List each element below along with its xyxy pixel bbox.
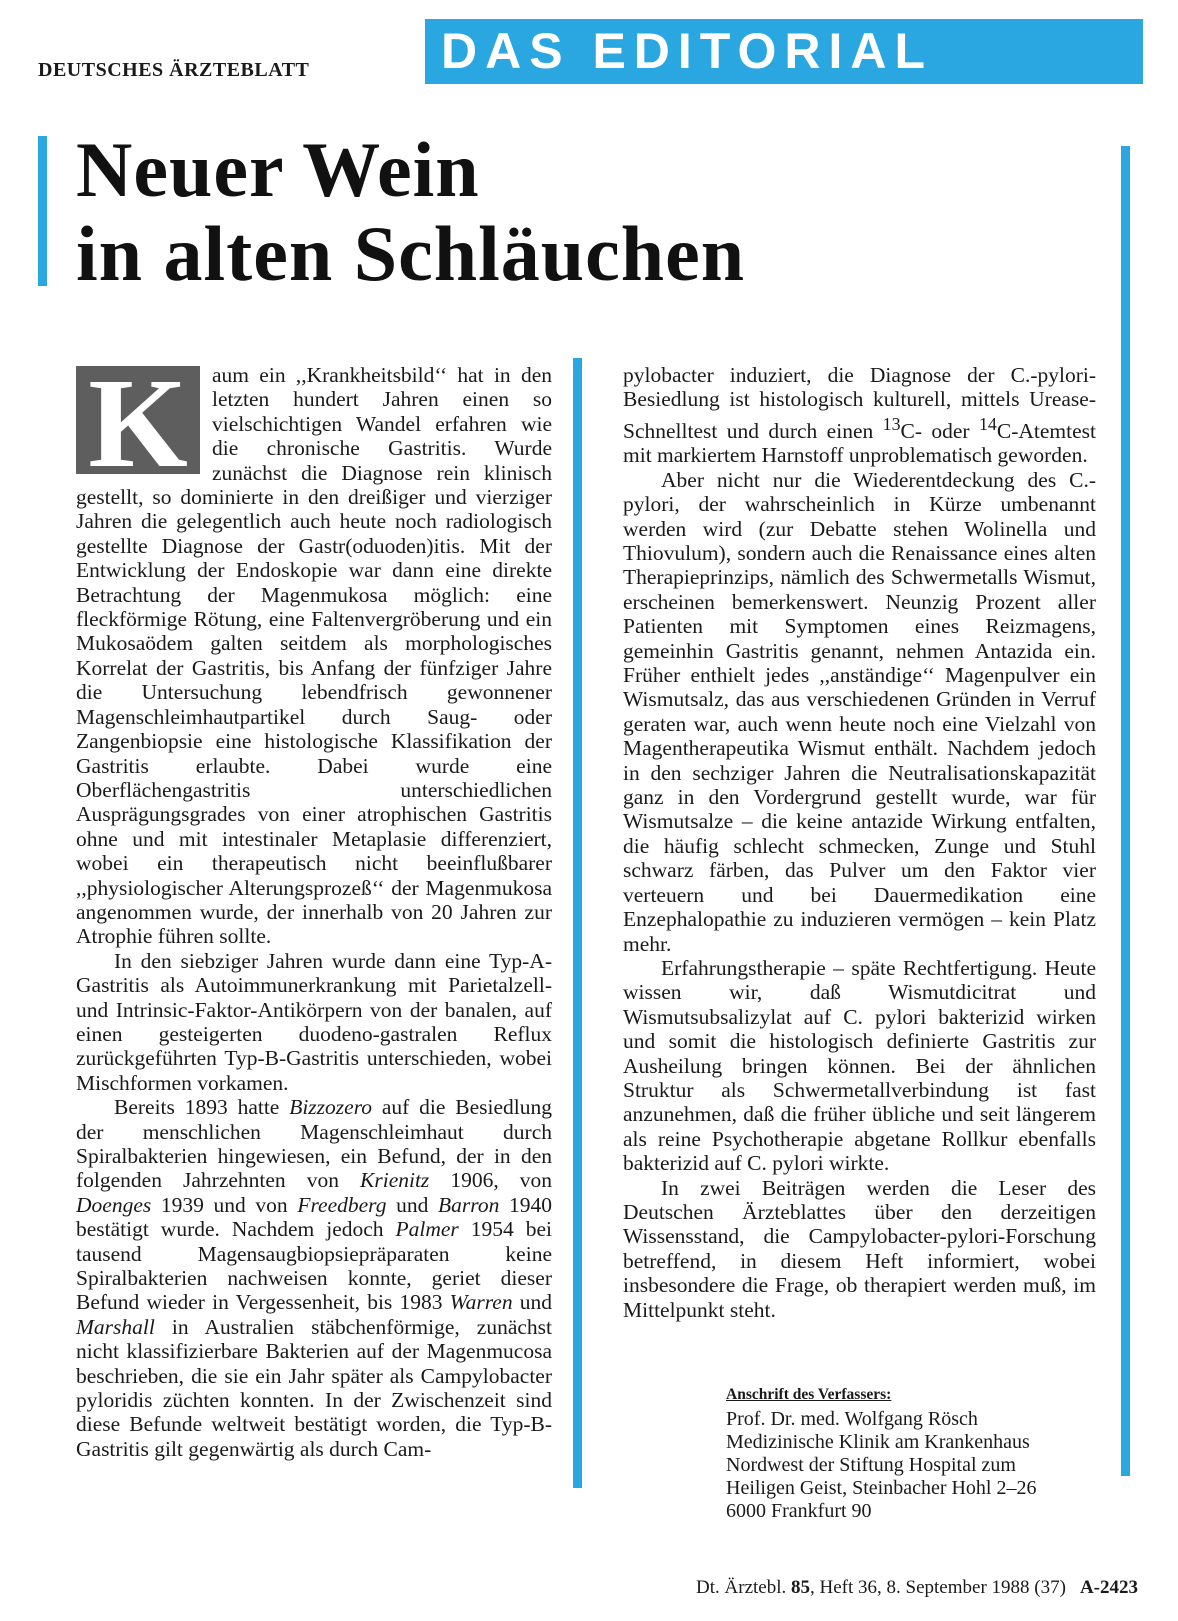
title-line-2: in alten Schläuchen bbox=[76, 210, 746, 297]
author-ref: Krienitz bbox=[360, 1168, 430, 1193]
author-address-line: 6000 Frankfurt 90 bbox=[726, 1500, 872, 1522]
text-run: in Australien stäbchenförmige, zunächst nicht klassifizierbare Bakterien auf der Magenmucosa beschrieben, die sie ein Jahr später als Campylobacter pyloridis züchten konnten. In der Zwischenzeit sind diese Befunde weltweit bestätigt worden, die Typ-B-Gastritis gilt gegenwärtig als durch Cam- bbox=[76, 1314, 552, 1461]
author-ref: Warren bbox=[449, 1290, 513, 1315]
author-ref: Marshall bbox=[76, 1314, 155, 1339]
paragraph: In zwei Beiträgen werden die Leser des Deutschen Ärzteblattes über den derzeitigen Wissensstand, die Campylobacter-pylori-Forschung betreffend, in diesem Heft informiert, wobei insbesondere die Frage, ob therapiert werden muß, im Mittelpunkt steht. bbox=[623, 1175, 1096, 1322]
section-label: DAS EDITORIAL bbox=[441, 23, 933, 79]
page-footer bbox=[696, 1577, 1138, 1599]
author-ref: Barron bbox=[438, 1192, 500, 1217]
text-run: C-Atemtest mit markiertem Harnstoff unproblematisch geworden. bbox=[623, 418, 1096, 468]
author-name: Prof. Dr. med. Wolfgang Rösch bbox=[726, 1408, 978, 1430]
paragraph bbox=[623, 363, 1096, 468]
page-number: A-2423 bbox=[1079, 1577, 1138, 1598]
paragraph bbox=[76, 363, 552, 949]
paragraph bbox=[76, 1095, 552, 1461]
author-address-line: Medizinische Klinik am Krankenhaus bbox=[726, 1431, 1030, 1453]
footer-citation-rest: , Heft 36, 8. September 1988 (37) bbox=[810, 1577, 1066, 1598]
isotope-superscript: 13 bbox=[882, 413, 901, 434]
body-column-left bbox=[76, 363, 552, 1461]
drop-cap-glyph bbox=[76, 366, 200, 474]
accent-bar-right bbox=[1121, 146, 1130, 1476]
text-run: C- oder bbox=[900, 418, 979, 443]
body-column-right bbox=[623, 363, 1096, 1322]
text-run: auf die Besiedlung der menschlichen Magenschleimhaut durch Spiralbakterien hingewiesen, ein Befund, der in den folgenden Jahrzehnten von bbox=[76, 1095, 552, 1193]
accent-bar-title-left bbox=[38, 136, 47, 286]
drop-cap-letter: K bbox=[88, 366, 188, 474]
author-address-heading: Anschrift des Verfassers: bbox=[726, 1386, 892, 1403]
paragraph-text: aum ein ,,Krankheitsbild‘‘ hat in den letzten hundert Jahren einen so vielschichtigen Wandel erfahren wie die chronische Gastritis. Wurde zunächst die Diagnose rein klinisch gestellt, so dominierte in den dreißiger und vierziger Jahren die gelegentlich auch heute noch radiologisch gestellte Diagnose der Gastr(oduoden)itis. Mit der Entwicklung der Endoskopie war dann eine direkte Betrachtung der Magenmukosa möglich: eine fleckförmige Rötung, eine Faltenvergröberung und ein Mukosaödem galten seitdem als morphologisches Korrelat der Gastritis, bis Anfang der fünfziger Jahre die Untersuchung lebendfrisch gewonnener Magenschleimhautpartikel durch Saug- oder Zangenbiopsie eine histologische Klassifikation der Gastritis erlaubte. Dabei wurde eine Oberflächengastritis unterschiedlichen Ausprägungsgrades von einer atrophischen Gastritis ohne und mit intestinaler Metaplasie differenziert, wobei ein therapeutisch nicht beeinflußbarer ,,physiologischer Alterungsprozeß‘‘ der Magenmukosa angenommen wurde, der innerhalb von 20 Jahren zur Atrophie führen sollte. bbox=[76, 363, 552, 949]
author-address-line: Heiligen Geist, Steinbacher Hohl 2–26 bbox=[726, 1477, 1037, 1499]
author-ref: Bizzozero bbox=[289, 1095, 373, 1120]
author-address bbox=[726, 1383, 1126, 1523]
footer-volume: 85 bbox=[791, 1577, 811, 1598]
author-ref: Doenges bbox=[76, 1192, 152, 1217]
isotope-superscript: 14 bbox=[978, 413, 997, 434]
text-run: 1939 und von bbox=[151, 1192, 298, 1217]
text-run: 1940 bestätigt wurde. Nachdem jedoch bbox=[76, 1192, 553, 1242]
text-run: Bereits 1893 hatte bbox=[114, 1095, 290, 1120]
accent-bar-column-divider bbox=[573, 358, 582, 1488]
author-address-line: Nordwest der Stiftung Hospital zum bbox=[726, 1454, 1016, 1476]
section-banner bbox=[425, 19, 1143, 84]
drop-cap bbox=[76, 366, 200, 474]
article-title bbox=[76, 128, 745, 296]
paragraph: Aber nicht nur die Wiederentdeckung des C.-pylori, der wahrscheinlich in Kürze umbenannt werden wird (zur Debatte stehen Wolinella und Thiovulum), sondern auch die Renaissance eines alten Therapieprinzips, nämlich des Schwermetalls Wismut, erscheinen bemerkenswert. Neunzig Prozent aller Patienten mit Symptomen eines Reizmagens, gemeinhin Gastritis genannt, nehmen Antazida ein. Früher enthielt jedes ,,anständige‘‘ Magenpulver ein Wismutsalz, das aus verschiedenen Gründen in Verruf geraten war, auch wenn heute noch eine Vielzahl von Magentherapeutika Wismut enthält. Nachdem jedoch in den sechziger Jahren die Neutralisationskapazität ganz in den Vordergrund gestellt wurde, war für Wismutsalze – die keine antazide Wirkung entfalten, die häufig schlecht schmecken, Zunge und Stuhl schwarz färben, das Pulver um den Faktor vier verteuern und bei Dauermedikation eine Enzephalopathie zu induzieren vermögen – kein Platz mehr. bbox=[623, 467, 1096, 956]
text-run: 1906, von bbox=[429, 1168, 553, 1193]
title-line-1: Neuer Wein bbox=[76, 126, 480, 213]
author-ref: Freedberg bbox=[297, 1192, 387, 1217]
text-run: und bbox=[386, 1192, 439, 1217]
author-ref: Palmer bbox=[395, 1217, 459, 1242]
paragraph: Erfahrungstherapie – späte Rechtfertigung. Heute wissen wir, daß Wismutdicitrat und Wismutsubsalizylat auf C. pylori bakterizid wirken und somit die histologisch definierte Gastritis zur Ausheilung bringen können. Bei der ähnlichen Struktur als Schwermetallverbindung ist fast anzunehmen, daß die früher übliche und seit längerem als reine Psychotherapie abgetane Rollkur ebenfalls bakterizid auf C. pylori wirkte. bbox=[623, 955, 1096, 1176]
text-run: pylobacter induziert, die Diagnose der C.-pylori-Besiedlung ist histologisch kulturell, mittels Urease-Schnelltest und durch einen bbox=[623, 363, 1096, 443]
publication-name: DEUTSCHES ÄRZTEBLATT bbox=[38, 59, 310, 81]
paragraph: In den siebziger Jahren wurde dann eine Typ-A-Gastritis als Autoimmunerkrankung mit Parietalzell- und Intrinsic-Faktor-Antikörpern von der banalen, auf einen gesteigerten duodeno-gastralen Reflux zurückgeführten Typ-B-Gastritis unterschieden, wobei Mischformen vorkamen. bbox=[76, 948, 552, 1095]
footer-citation-prefix: Dt. Ärztebl. bbox=[696, 1577, 792, 1598]
text-run: 1954 bei tausend Magensaugbiopsiepräparaten keine Spiralbakterien nachweisen konnte, geriet dieser Befund wieder in Vergessenheit, bis 1983 bbox=[76, 1217, 552, 1315]
text-run: und bbox=[512, 1290, 553, 1315]
